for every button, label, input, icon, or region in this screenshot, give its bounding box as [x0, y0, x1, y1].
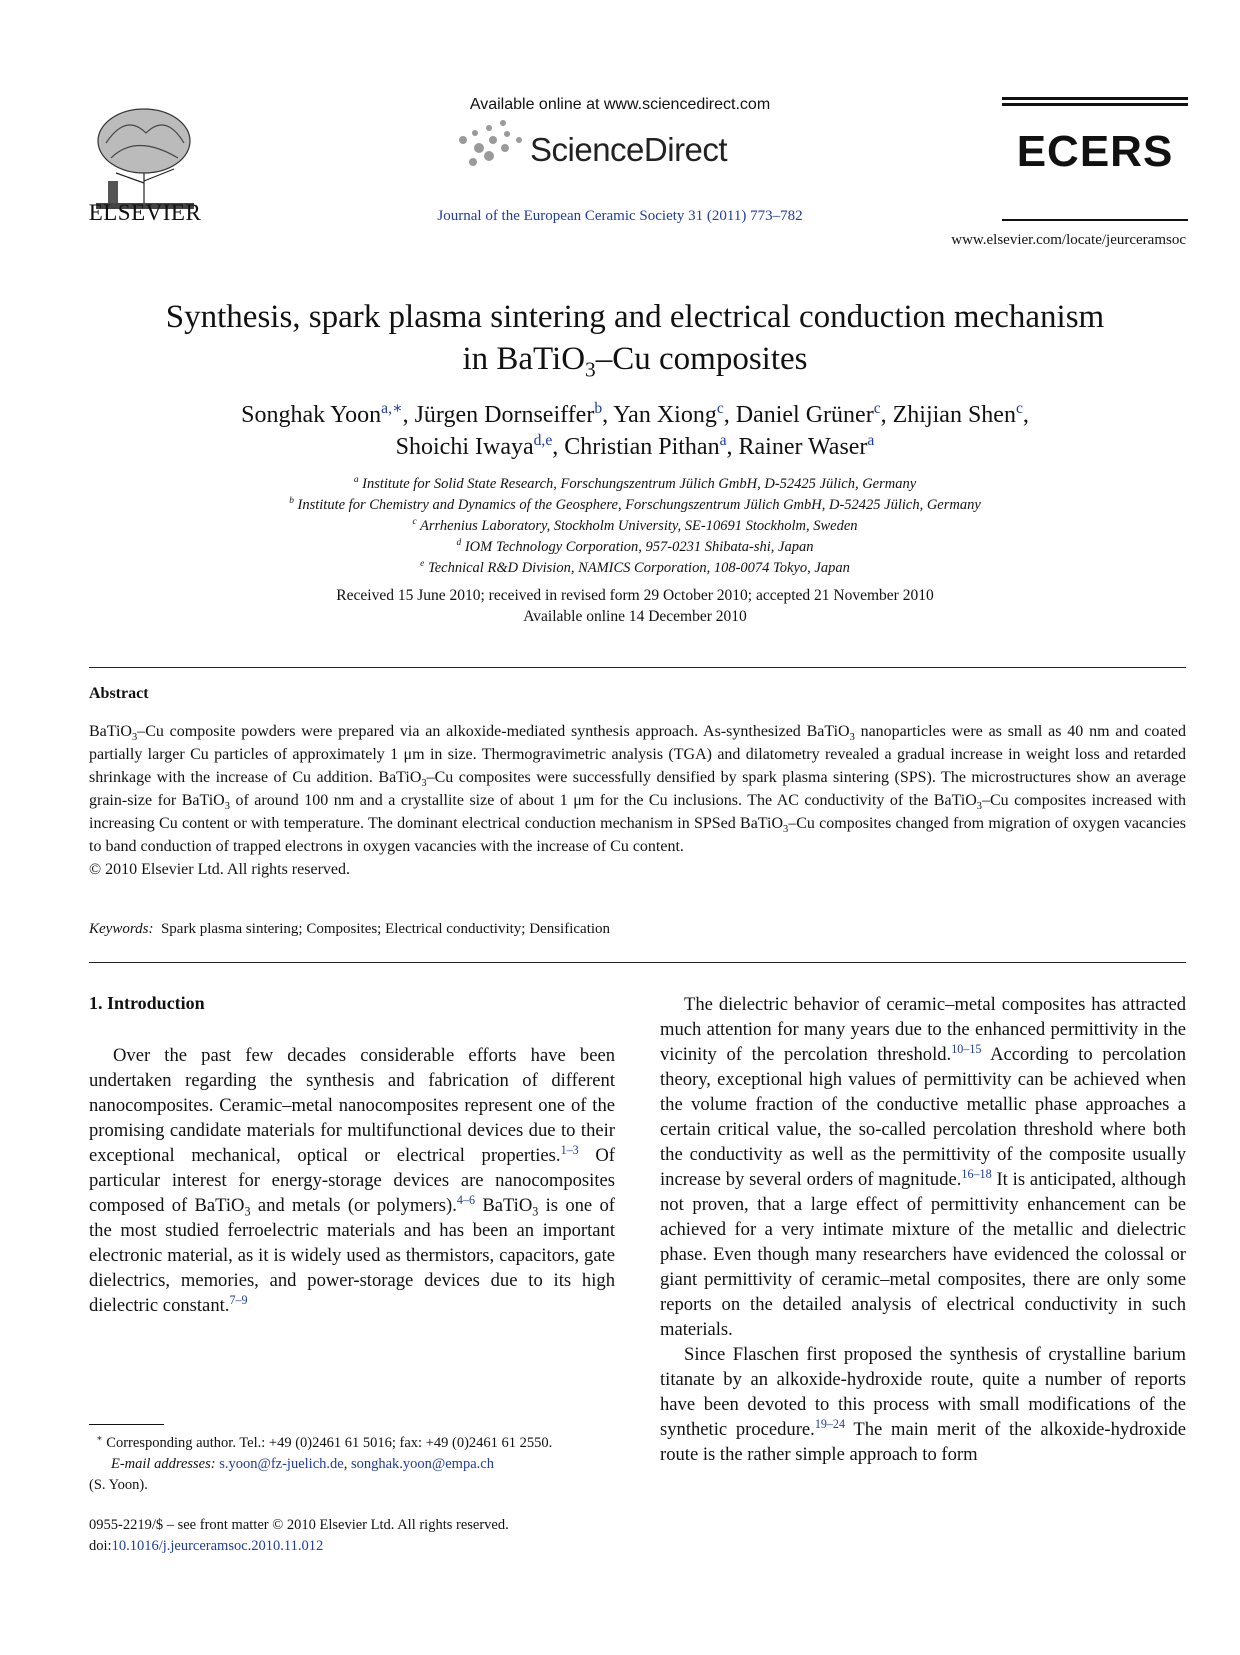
ecers-bottom-rule	[1002, 219, 1188, 221]
affiliation	[80, 474, 1190, 495]
body-text: Since Flaschen first proposed the synthesis of crystalline barium titanate by an alkoxide-hydroxide route, quite a number of reports have been devoted to this process with small modifications of the synthetic procedure.	[660, 1344, 1186, 1440]
paragraph	[89, 1043, 615, 1318]
author: Daniel Grüner	[735, 402, 874, 428]
author-affil-mark[interactable]: d,e	[533, 432, 553, 449]
sciencedirect-wordmark: ScienceDirect	[530, 131, 728, 168]
author: Shoichi Iwaya	[395, 434, 534, 460]
publisher-name: ELSEVIER	[88, 200, 202, 225]
footnote-text: Corresponding author. Tel.: +49 (0)2461 61 5016; fax: +49 (0)2461 61 2550.	[106, 1435, 553, 1451]
subscript: 3	[783, 824, 789, 836]
affiliation-mark: d	[456, 538, 462, 549]
author-separator: ,	[880, 402, 893, 428]
keywords	[89, 921, 1186, 938]
paragraph	[660, 1342, 1186, 1467]
title-sub: 3	[585, 357, 596, 382]
title-line-2-pre: in BaTiO	[462, 341, 586, 377]
ecers-top-rules	[1002, 97, 1188, 109]
citation-link[interactable]: 1–3	[560, 1142, 579, 1157]
issn-line: 0955-2219/$ – see front matter © 2010 Elsevier Ltd. All rights reserved.	[89, 1517, 509, 1533]
author: Yan Xiong	[613, 402, 717, 428]
footnote-line	[89, 1433, 615, 1454]
subscript: 3	[131, 732, 138, 744]
body-text: BaTiO	[475, 1195, 533, 1216]
affiliation	[80, 558, 1190, 579]
article-title	[80, 296, 1190, 380]
doi-label: doi:	[89, 1538, 112, 1554]
author-affil-mark[interactable]: c	[1015, 400, 1023, 417]
received-dates: Received 15 June 2010; received in revised form 29 October 2010; accepted 21 November 2010	[336, 587, 934, 604]
subscript: 3	[224, 801, 230, 813]
divider	[89, 962, 1186, 963]
affiliation	[80, 516, 1190, 537]
abstract-text: nanoparticles were as small as 40 nm and coated partially larger Cu particles of approximately 1 μm in size. Thermogravimetric analysis (TGA) and dilatometry revealed a gradual increase in weight loss and retarded shrinkage with the increase of Cu addition. BaTiO	[89, 723, 1186, 786]
issn-block	[89, 1515, 615, 1557]
corresponding-author-footnote	[89, 1433, 615, 1496]
citation-link[interactable]: 19–24	[814, 1416, 846, 1431]
affiliation	[80, 537, 1190, 558]
author-affil-mark[interactable]: a	[867, 432, 875, 449]
copyright: © 2010 Elsevier Ltd. All rights reserved.	[89, 861, 350, 878]
paragraph	[660, 992, 1186, 1342]
author-affil-mark[interactable]: b	[594, 400, 603, 417]
citation-link[interactable]: 4–6	[456, 1192, 475, 1207]
affiliation-mark: b	[289, 496, 294, 507]
author-affil-mark[interactable]: c	[716, 400, 724, 417]
subscript: 3	[421, 778, 427, 790]
author-affil-mark[interactable]: a,∗	[381, 400, 403, 417]
author-affil-mark[interactable]: c	[873, 400, 881, 417]
email-link[interactable]: s.yoon@fz-juelich.de	[219, 1456, 344, 1472]
abstract-text: –Cu composites were successfully densified by spark plasma sintering (SPS). The microstructures show an average grain-size for BaTiO	[89, 769, 1186, 809]
title-line-2-post: –Cu composites	[595, 341, 808, 377]
citation-link[interactable]: 10–15	[951, 1041, 982, 1056]
available-date: Available online 14 December 2010	[523, 608, 747, 625]
body-text: is one of the most studied ferroelectric materials and has been an important electronic material, as it is widely used as thermistors, capacitors, gate dielectrics, memories, and power-storage devices due to its high dielectric constant.	[89, 1195, 615, 1316]
doi-line	[89, 1536, 615, 1557]
affiliation-mark: a	[353, 475, 359, 486]
email-label: E-mail addresses:	[111, 1456, 216, 1472]
available-online-text: Available online at www.sciencedirect.com	[469, 96, 771, 113]
email-separator: ,	[343, 1456, 351, 1472]
abstract-text: of around 100 nm and a crystallite size of about 1 μm for the Cu inclusions. The AC conductivity of the BaTiO	[229, 792, 977, 809]
abstract-text: BaTiO	[89, 723, 132, 740]
keywords-label: Keywords:	[89, 921, 154, 937]
author-separator: ,	[726, 434, 739, 460]
journal-reference-link[interactable]: Journal of the European Ceramic Society 31 (2011) 773–782	[437, 208, 803, 224]
article-history	[80, 585, 1190, 627]
right-column	[660, 992, 1186, 1467]
affiliation-text: Institute for Chemistry and Dynamics of the Geosphere, Forschungszentrum Jülich GmbH, D-52425 Jülich, Germany	[297, 497, 981, 513]
body-text: According to percolation theory, exceptional high values of permittivity can be achieved when the volume fraction of the conductive metallic phase approaches a certain critical value, the so-called percolation threshold where both the conductivity as well as the permittivity of the composite usually increase by several orders of magnitude.	[660, 1044, 1187, 1190]
citation-link[interactable]: 16–18	[961, 1166, 992, 1181]
footnote-line: (S. Yoon).	[89, 1477, 148, 1493]
author: Zhijian Shen	[892, 402, 1016, 428]
body-text: The dielectric behavior of ceramic–metal composites has attracted much attention for many years due to the enhanced permittivity in the vicinity of the percolation threshold.	[660, 994, 1186, 1065]
abstract-text: –Cu composites changed from migration of oxygen vacancies to band conduction of trapped electrons in oxygen vacancies with the increase of Cu content.	[89, 815, 1187, 855]
section-heading: 1. Introduction	[89, 993, 205, 1013]
subscript: 3	[532, 1204, 539, 1219]
keywords-list: Spark plasma sintering; Composites; Electrical conductivity; Densification	[160, 921, 611, 937]
journal-url: www.elsevier.com/locate/jeurceramsoc	[951, 232, 1186, 248]
footnote-line	[89, 1454, 615, 1475]
author-separator: ,	[552, 434, 565, 460]
citation-link[interactable]: 7–9	[229, 1292, 248, 1307]
subscript: 3	[976, 801, 982, 813]
divider	[89, 667, 1186, 668]
affiliation-mark: e	[420, 559, 425, 570]
author-list	[80, 399, 1190, 463]
affiliation-text: IOM Technology Corporation, 957-0231 Shibata-shi, Japan	[464, 539, 814, 555]
abstract-text: –Cu composites increased with increasing Cu content or with temperature. The dominant electrical conduction mechanism in SPSed BaTiO	[89, 792, 1187, 832]
abstract-body	[89, 720, 1186, 881]
affiliation-text: Technical R&D Division, NAMICS Corporation, 108-0074 Tokyo, Japan	[427, 560, 850, 576]
author: Rainer Waser	[738, 434, 868, 460]
body-text: It is anticipated, although not proven, that a large effect of permittivity enhancement can be achieved for a very intimate mixture of the metallic and dielectric phase. Even though many researchers have evidenced the colossal or giant permittivity of ceramic–metal composites, there are only some reports on the detailed analysis of electrical conductivity in such materials.	[660, 1169, 1187, 1340]
body-text: and metals (or polymers).	[250, 1195, 457, 1216]
author: Songhak Yoon	[241, 402, 382, 428]
email-link[interactable]: songhak.yoon@empa.ch	[350, 1456, 494, 1472]
subscript: 3	[244, 1204, 251, 1219]
footnote-mark: ∗	[96, 1434, 103, 1445]
author-separator: ,	[1022, 402, 1029, 428]
subscript: 3	[849, 732, 855, 744]
author-separator: ,	[723, 402, 736, 428]
title-line-1: Synthesis, spark plasma sintering and electrical conduction mechanism	[165, 299, 1105, 335]
author-separator: ,	[402, 402, 415, 428]
footnote-rule	[89, 1424, 164, 1425]
affiliation-text: Institute for Solid State Research, Forschungszentrum Jülich GmbH, D-52425 Jülich, Germany	[362, 476, 917, 492]
author-separator: ,	[602, 402, 614, 428]
body-text: Over the past few decades considerable efforts have been undertaken regarding the synthesis and fabrication of different nanocomposites. Ceramic–metal nanocomposites represent one of the promising candidate materials for multifunctional devices due to their exceptional mechanical, optical or electrical properties.	[89, 1045, 615, 1166]
affiliation-list	[80, 474, 1190, 579]
body-text: Of particular interest for energy-storage devices are nanocomposites composed of BaTiO	[89, 1145, 615, 1216]
body-text: The main merit of the alkoxide-hydroxide route is the rather simple approach to form	[660, 1419, 1186, 1465]
affiliation	[80, 495, 1190, 516]
affiliation-text: Arrhenius Laboratory, Stockholm University, SE-10691 Stockholm, Sweden	[420, 518, 858, 534]
author-affil-mark[interactable]: a	[719, 432, 727, 449]
author: Jürgen Dornseiffer	[414, 402, 595, 428]
author: Christian Pithan	[564, 434, 720, 460]
abstract-heading: Abstract	[89, 685, 149, 702]
left-column	[89, 1043, 615, 1318]
doi-link[interactable]: 10.1016/j.jeurceramsoc.2010.11.012	[111, 1538, 324, 1554]
affiliation-mark: c	[412, 517, 417, 528]
abstract-text: –Cu composite powders were prepared via an alkoxide-mediated synthesis approach. As-synthesized BaTiO	[137, 723, 850, 740]
ecers-logo: ECERS	[1016, 127, 1174, 176]
